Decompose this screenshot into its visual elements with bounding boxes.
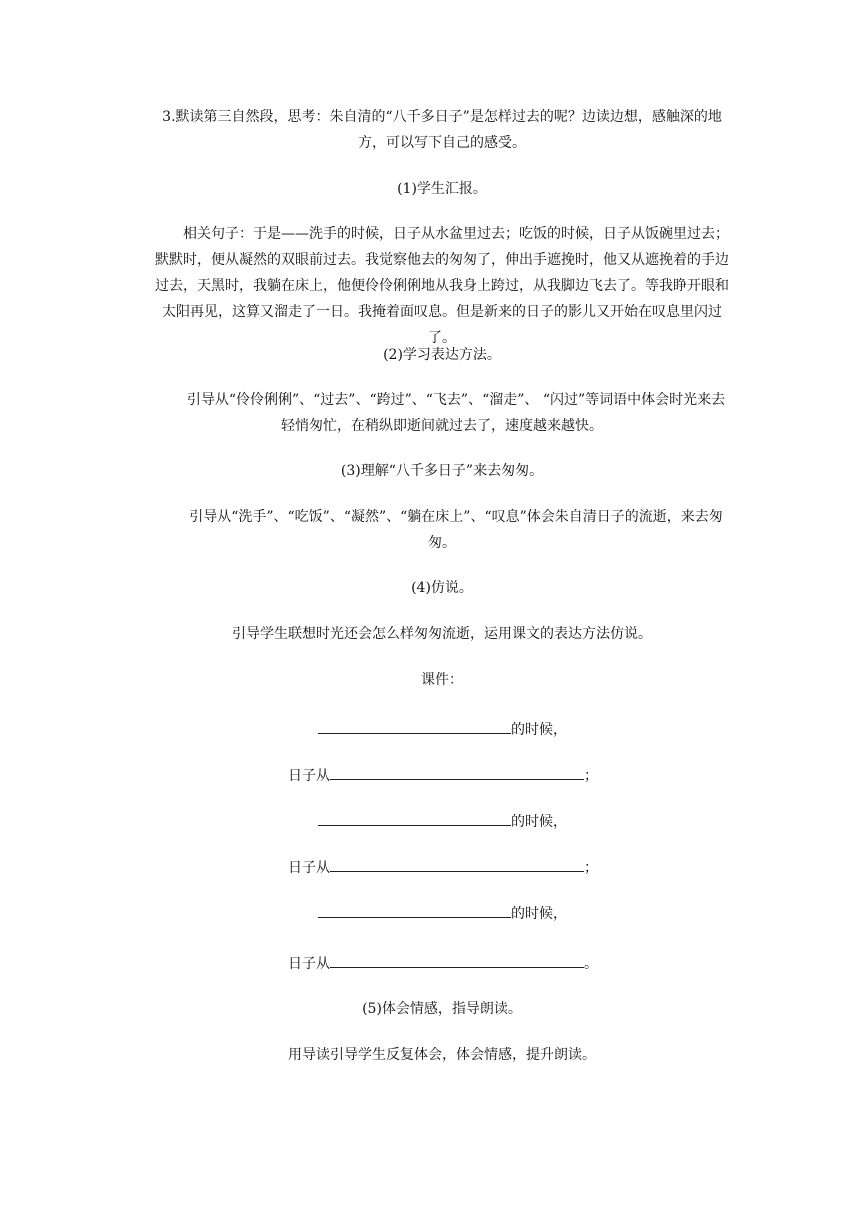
step-5-paragraph: 用导读引导学生反复体会，体会情感，提升朗读。 xyxy=(288,1047,596,1063)
blank-line[interactable] xyxy=(330,856,584,872)
step-3-title: (3)理解“八千多日子”来去匆匆。 xyxy=(340,463,544,479)
semicolon-text: ； xyxy=(584,768,598,784)
days-prefix-text: 日子从 xyxy=(288,956,330,972)
step-1-quote-paragraph: 相关句子：于是——洗手的时候，日子从水盆里过去；吃饭的时候，日子从饭碗里过去；默默时，便从凝然的双眼前过去。我觉察他去的匆匆了，伸出手遮挽时，他又从遮挽着的手边过去，天黑时，我躺在床上，他便伶伶俐俐地从我身上跨过，从我脚边飞去了。等我睁开眼和太阳再见，这算又溜走了一日。我掩着面叹息。但是新来的日子的影儿又开始在叹息里闪过了。 xyxy=(155,226,729,346)
blank-line[interactable] xyxy=(330,952,584,968)
fill-row-when-3 xyxy=(318,902,567,924)
when-suffix-text: 的时候， xyxy=(511,722,567,738)
blank-line[interactable] xyxy=(318,810,511,826)
fill-row-days-2 xyxy=(288,856,598,878)
period-text: 。 xyxy=(584,956,598,972)
step-5-title: (5)体会情感，指导朗读。 xyxy=(362,1001,522,1017)
step-1-title: (1)学生汇报。 xyxy=(397,181,487,197)
days-prefix-text: 日子从 xyxy=(288,860,330,876)
days-prefix-text: 日子从 xyxy=(288,768,330,784)
step-2-paragraph: 引导从“伶伶俐俐”、“过去”、“跨过”、“飞去”、“溜走”、 “闪过”等词语中体会时光来去轻悄匆忙，在稍纵即逝间就过去了，速度越来越快。 xyxy=(186,392,726,434)
step-4-paragraph: 引导学生联想时光还会怎么样匆匆流逝，运用课文的表达方法仿说。 xyxy=(232,626,652,642)
blank-line[interactable] xyxy=(330,764,584,780)
fill-row-days-3 xyxy=(288,952,598,974)
step-4-title: (4)仿说。 xyxy=(411,580,473,596)
when-suffix-text: 的时候， xyxy=(511,814,567,830)
semicolon-text: ； xyxy=(584,860,598,876)
blank-line[interactable] xyxy=(318,902,511,918)
step-2-title: (2)学习表达方法。 xyxy=(383,347,501,363)
fill-row-days-1 xyxy=(288,764,598,786)
when-suffix-text: 的时候， xyxy=(511,906,567,922)
question-3-prompt: 3.默读第三自然段，思考：朱自清的“八千多日子”是怎样过去的呢？边读边想，感触深的地方，可以写下自己的感受。 xyxy=(162,109,722,151)
step-3-paragraph: 引导从“洗手”、“吃饭”、“凝然”、“躺在床上”、“叹息”体会朱自清日子的流逝，来去匆匆。 xyxy=(189,509,723,551)
courseware-label: 课件： xyxy=(421,672,463,688)
blank-line[interactable] xyxy=(318,718,511,734)
fill-row-when-2 xyxy=(318,810,567,832)
fill-row-when-1 xyxy=(318,718,567,740)
